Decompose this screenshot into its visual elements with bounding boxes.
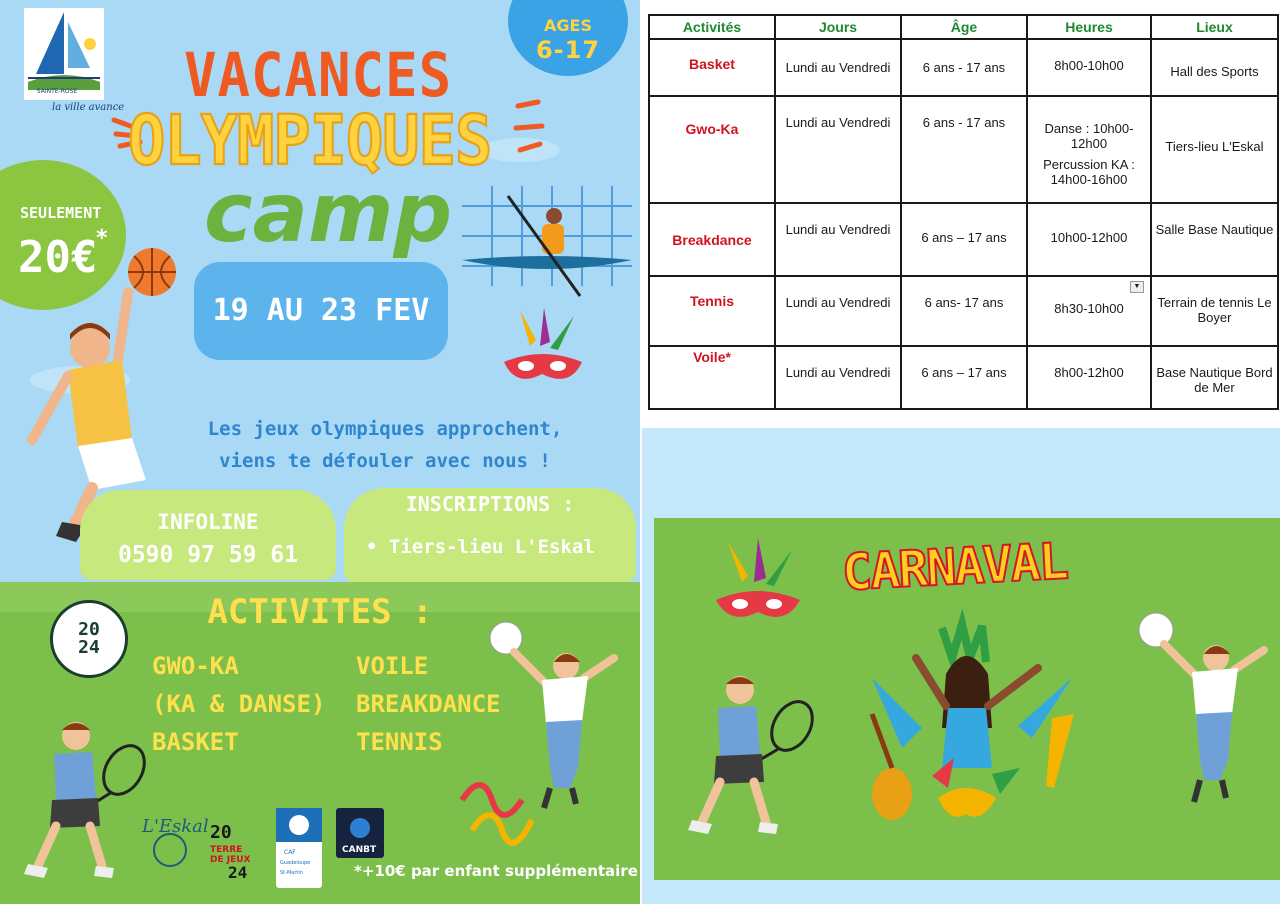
place-cell: Tiers-lieu L'Eskal <box>1151 96 1278 203</box>
activity-cell: Breakdance <box>649 203 775 276</box>
activity-cell: Gwo-Ka <box>649 96 775 203</box>
svg-text:L'Eskal: L'Eskal <box>142 816 209 837</box>
days-cell: Lundi au Vendredi <box>775 39 901 96</box>
logo-caption: SAINTE-ROSE <box>36 88 78 95</box>
svg-text:DE JEUX: DE JEUX <box>210 855 251 865</box>
svg-text:CAF: CAF <box>284 849 296 856</box>
activity-item: GWO-KA <box>152 652 239 680</box>
activity-cell: Basket <box>649 39 775 96</box>
tagline-line1: Les jeux olympiques approchent, <box>207 418 563 440</box>
activities-title: ACTIVITES : <box>207 592 433 632</box>
streamer-icon <box>452 770 542 850</box>
volleyball-player-illustration <box>1132 608 1272 818</box>
carnival-panel <box>642 428 1280 904</box>
table-row <box>649 346 1278 409</box>
tennis-player-illustration <box>10 716 150 886</box>
footnote: *+10€ par enfant supplémentaire <box>354 862 638 880</box>
activity-item: VOILE <box>356 652 429 680</box>
header-lieux: Lieux <box>1151 15 1278 39</box>
tennis-player-illustration <box>670 668 820 848</box>
svg-text:TERRE: TERRE <box>210 845 243 855</box>
logo-tagline: la ville avance <box>52 102 125 113</box>
activity-item: (KA & DANSE) <box>152 690 326 718</box>
place-cell: Salle Base Nautique <box>1151 203 1278 276</box>
hours-cell <box>1027 276 1151 347</box>
header-activites: Activités <box>649 15 775 39</box>
ages-range: 6-17 <box>535 36 601 64</box>
days-cell: Lundi au Vendredi <box>775 203 901 276</box>
title-olympiques: OLYMPIQUES <box>128 100 492 181</box>
hours-line: Percussion KA : 14h00-16h00 <box>1043 156 1135 187</box>
schedule-table <box>648 14 1279 410</box>
age-cell: 6 ans - 17 ans <box>901 96 1027 203</box>
hours-cell <box>1027 203 1151 276</box>
place-cell: Terrain de tennis Le Boyer <box>1151 276 1278 347</box>
eskal-logo-icon <box>140 808 209 870</box>
spark-icon <box>508 98 548 158</box>
age-cell: 6 ans – 17 ans <box>901 203 1027 276</box>
days-cell: Lundi au Vendredi <box>775 346 901 409</box>
days-cell: Lundi au Vendredi <box>775 96 901 203</box>
kayak-icon <box>462 186 632 300</box>
table-row <box>649 96 1278 203</box>
header-heures: Heures <box>1027 15 1151 39</box>
svg-text:St-Martin: St-Martin <box>280 870 303 876</box>
hours-line: 10h00-12h00 <box>1050 229 1128 245</box>
sailboat-logo-icon <box>24 8 104 100</box>
activity-item: TENNIS <box>356 728 443 756</box>
activity-cell: Tennis <box>649 276 775 347</box>
table-row <box>649 39 1278 96</box>
age-cell: 6 ans- 17 ans <box>901 276 1027 347</box>
caf-logo <box>276 808 322 888</box>
hours-cell <box>1027 96 1151 203</box>
svg-text:Guadeloupe: Guadeloupe <box>280 860 311 866</box>
hours-cell <box>1027 346 1151 409</box>
inscriptions-item: • Tiers-lieu L'Eskal <box>366 536 595 558</box>
hours-line: Danse : 10h00-12h00 <box>1044 120 1134 151</box>
table-row <box>649 276 1278 347</box>
place-cell: Hall des Sports <box>1151 39 1278 96</box>
badge-2024-text: 20 24 <box>78 619 100 658</box>
age-cell: 6 ans – 17 ans <box>901 346 1027 409</box>
inscriptions-title: INSCRIPTIONS : <box>405 492 575 516</box>
title-camp: camp <box>204 166 453 261</box>
carnival-dancer-illustration <box>842 618 1092 848</box>
camp-dates: 19 AU 23 FEV <box>212 293 430 328</box>
price-value: 20€ <box>18 232 98 283</box>
activity-cell: Voile* <box>649 346 775 409</box>
hours-line: 8h00-12h00 <box>1054 365 1124 381</box>
svg-text:24: 24 <box>228 863 248 882</box>
table-header-row <box>649 15 1278 39</box>
header-age: Âge <box>901 15 1027 39</box>
hours-line: 8h00-10h00 <box>1054 58 1124 73</box>
title-vacances: VACANCES <box>184 40 453 111</box>
carnival-mask-icon <box>500 306 586 390</box>
dropdown-arrow-icon[interactable]: ▼ <box>1130 281 1144 293</box>
tagline-line2: viens te défouler avec nous ! <box>219 450 551 472</box>
price-asterisk: * <box>96 226 108 251</box>
price-label: SEULEMENT <box>20 204 102 222</box>
canbt-logo <box>336 808 384 858</box>
header-jours: Jours <box>775 15 901 39</box>
age-cell: 6 ans - 17 ans <box>901 39 1027 96</box>
eskal-logo <box>140 808 209 870</box>
terre-de-jeux-logo <box>208 820 268 880</box>
infoline-title: INFOLINE <box>157 510 259 534</box>
activity-item: BREAKDANCE <box>356 690 501 718</box>
carnival-mask-icon <box>712 538 804 628</box>
hours-line: 8h30-10h00 <box>1054 300 1124 316</box>
svg-text:20: 20 <box>210 822 232 843</box>
infoline-phone: 0590 97 59 61 <box>117 542 298 568</box>
place-cell: Base Nautique Bord de Mer <box>1151 346 1278 409</box>
svg-text:CANBT: CANBT <box>342 845 377 855</box>
ages-label: AGES <box>544 16 592 35</box>
carnival-title: CARNAVAL <box>840 532 1069 602</box>
days-cell: Lundi au Vendredi <box>775 276 901 347</box>
hours-cell <box>1027 39 1151 96</box>
activity-item: BASKET <box>152 728 239 756</box>
table-row <box>649 203 1278 276</box>
